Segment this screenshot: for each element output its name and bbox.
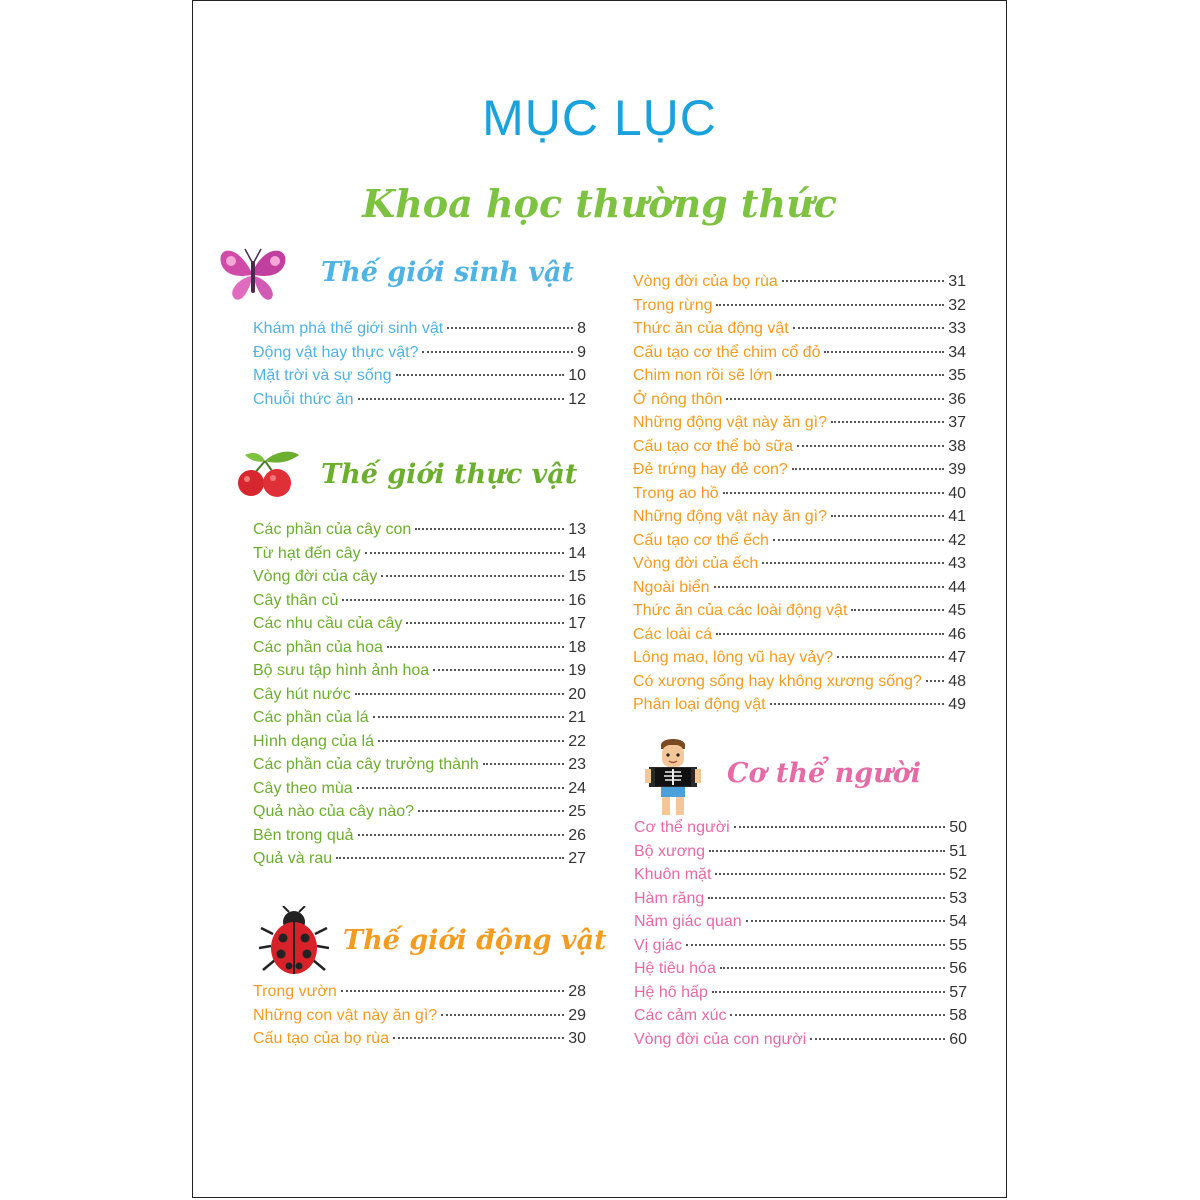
- toc-entry-title: Khuôn mặt: [634, 866, 712, 883]
- toc-entry-title: Động vật hay thực vật?: [253, 343, 419, 361]
- toc-leader-dots: [393, 1037, 564, 1039]
- toc-entry: [633, 273, 966, 297]
- toc-entry: [253, 733, 586, 757]
- toc-list-sinh-vat: [253, 320, 586, 414]
- toc-leader-dots: [483, 763, 564, 765]
- toc-entry-title: Cấu tạo cơ thể chim cổ đỏ: [633, 343, 821, 361]
- toc-entry-page: 48: [948, 672, 966, 690]
- toc-leader-dots: [730, 1014, 945, 1016]
- toc-entry-title: Bộ xương: [634, 842, 706, 860]
- toc-entry-page: 20: [568, 685, 586, 703]
- toc-entry: [633, 579, 966, 603]
- toc-leader-dots: [447, 327, 573, 329]
- toc-leader-dots: [746, 920, 946, 922]
- xray-boy-icon: [645, 735, 701, 817]
- toc-entry: [633, 532, 966, 556]
- toc-entry-page: 9: [577, 343, 586, 361]
- toc-entry-page: 28: [568, 983, 586, 1000]
- toc-entry-title: Cây hút nước: [253, 685, 351, 703]
- toc-entry: [633, 414, 966, 438]
- toc-entry-page: 45: [948, 602, 966, 619]
- toc-entry-title: Khám phá thế giới sinh vật: [253, 320, 444, 337]
- toc-entry-page: 8: [577, 320, 586, 337]
- toc-leader-dots: [381, 575, 564, 577]
- toc-entry-page: 58: [949, 1007, 967, 1024]
- toc-entry: [633, 367, 966, 391]
- toc-entry-page: 37: [948, 414, 966, 431]
- toc-leader-dots: [396, 374, 565, 376]
- toc-leader-dots: [341, 990, 564, 992]
- toc-entry: [253, 391, 586, 415]
- toc-leader-dots: [415, 528, 564, 530]
- toc-leader-dots: [418, 810, 564, 812]
- toc-entry: [634, 843, 967, 867]
- toc-entry-title: Hệ hô hấp: [634, 983, 708, 1001]
- toc-entry: [634, 984, 967, 1008]
- toc-leader-dots: [723, 492, 945, 494]
- toc-entry-title: Quả và rau: [253, 850, 333, 867]
- toc-leader-dots: [355, 693, 565, 695]
- toc-entry-title: Các phần của hoa: [253, 638, 383, 656]
- toc-entry-title: Hệ tiêu hóa: [634, 960, 716, 977]
- section-heading-dong-vat: Thế giới động vật: [343, 925, 607, 956]
- toc-leader-dots: [358, 834, 565, 836]
- page-subtitle: Khoa học thường thức: [362, 181, 837, 226]
- toc-entry-title: Bộ sưu tập hình ảnh hoa: [253, 662, 430, 679]
- toc-entry-title: Những con vật này ăn gì?: [253, 1006, 438, 1024]
- toc-entry-title: Cấu tạo của bọ rùa: [253, 1030, 390, 1047]
- toc-leader-dots: [686, 944, 945, 946]
- toc-entry: [253, 344, 586, 368]
- toc-list-thuc-vat: [253, 521, 586, 874]
- toc-leader-dots: [824, 351, 944, 353]
- toc-leader-dots: [792, 468, 944, 470]
- toc-entry-page: 32: [948, 296, 966, 314]
- toc-entry-page: 52: [949, 866, 967, 883]
- toc-entry-title: Vòng đời của ếch: [633, 555, 759, 572]
- toc-entry-title: Mặt trời và sự sống: [253, 367, 392, 384]
- berries-icon: [235, 449, 303, 499]
- toc-entry-title: Các loài cá: [633, 625, 713, 643]
- toc-entry-page: 42: [948, 531, 966, 549]
- toc-entry-title: Có xương sống hay không xương sống?: [633, 672, 922, 690]
- toc-entry-title: Các nhu cầu của cây: [253, 615, 403, 632]
- toc-list-dong-vat-cont: [633, 273, 966, 720]
- toc-entry-title: Các cảm xúc: [634, 1007, 727, 1024]
- toc-entry-title: Những động vật này ăn gì?: [633, 414, 827, 431]
- toc-list-dong-vat: [253, 983, 586, 1054]
- toc-leader-dots: [441, 1014, 564, 1016]
- toc-entry-page: 21: [568, 709, 586, 726]
- toc-entry-title: Các phần của cây con: [253, 521, 412, 538]
- toc-leader-dots: [358, 398, 565, 400]
- toc-leader-dots: [831, 421, 944, 423]
- toc-entry-title: Trong rừng: [633, 296, 713, 314]
- toc-leader-dots: [770, 703, 945, 705]
- toc-entry-title: Thức ăn của các loài động vật: [633, 602, 848, 619]
- toc-entry: [633, 297, 966, 321]
- toc-entry-page: 49: [948, 696, 966, 713]
- toc-entry: [633, 320, 966, 344]
- toc-entry-page: 17: [568, 615, 586, 632]
- butterfly-icon: [217, 243, 289, 305]
- toc-entry: [634, 819, 967, 843]
- toc-entry-page: 15: [568, 568, 586, 585]
- toc-entry-page: 19: [568, 662, 586, 679]
- toc-entry-title: Đẻ trứng hay đẻ con?: [633, 461, 788, 478]
- toc-entry: [633, 555, 966, 579]
- toc-entry-page: 50: [949, 819, 967, 836]
- toc-entry-title: Vòng đời của bọ rùa: [633, 273, 778, 290]
- toc-entry-title: Các phần của cây trưởng thành: [253, 756, 479, 773]
- toc-entry: [253, 983, 586, 1007]
- toc-leader-dots: [926, 680, 944, 682]
- toc-entry-page: 35: [948, 367, 966, 384]
- toc-entry-page: 44: [948, 578, 966, 596]
- toc-leader-dots: [831, 515, 944, 517]
- ladybug-icon: [259, 906, 329, 978]
- toc-entry: [634, 1031, 967, 1055]
- toc-entry-title: Trong vườn: [253, 983, 337, 1000]
- toc-entry-title: Vòng đời của con người: [634, 1030, 807, 1048]
- toc-entry-title: Trong ao hồ: [633, 484, 719, 502]
- toc-entry: [633, 438, 966, 462]
- toc-entry-title: Bên trong quả: [253, 826, 354, 844]
- toc-entry: [634, 937, 967, 961]
- toc-leader-dots: [387, 646, 564, 648]
- toc-entry-page: 40: [948, 484, 966, 502]
- toc-entry-page: 39: [948, 461, 966, 478]
- toc-entry: [253, 662, 586, 686]
- toc-entry-title: Các phần của lá: [253, 709, 369, 726]
- toc-page: [192, 0, 1007, 1198]
- toc-entry-title: Thức ăn của động vật: [633, 320, 789, 337]
- toc-entry-page: 16: [568, 591, 586, 609]
- toc-entry-page: 30: [568, 1030, 586, 1047]
- toc-entry: [633, 673, 966, 697]
- toc-entry-page: 60: [949, 1030, 967, 1048]
- toc-entry: [634, 913, 967, 937]
- toc-entry: [253, 367, 586, 391]
- toc-entry-page: 12: [568, 390, 586, 408]
- toc-entry: [633, 696, 966, 720]
- toc-entry-title: Cấu tạo cơ thể bò sữa: [633, 437, 793, 455]
- toc-entry-title: Cây thân củ: [253, 591, 339, 609]
- toc-entry: [633, 649, 966, 673]
- toc-entry: [633, 391, 966, 415]
- toc-leader-dots: [378, 740, 564, 742]
- toc-leader-dots: [709, 850, 945, 852]
- toc-entry-title: Lông mao, lông vũ hay vảy?: [633, 649, 834, 666]
- toc-leader-dots: [714, 586, 945, 588]
- toc-entry: [253, 756, 586, 780]
- toc-entry-title: Ngoài biển: [633, 578, 710, 596]
- toc-entry-title: Hàm răng: [634, 889, 705, 907]
- toc-leader-dots: [716, 304, 944, 306]
- toc-entry-title: Cơ thể người: [634, 819, 730, 836]
- toc-entry-title: Từ hạt đến cây: [253, 544, 361, 562]
- toc-entry-page: 33: [948, 320, 966, 337]
- toc-entry-page: 13: [568, 521, 586, 538]
- toc-entry: [253, 1007, 586, 1031]
- toc-entry-page: 23: [568, 756, 586, 773]
- toc-entry-title: Cấu tạo cơ thể ếch: [633, 531, 769, 549]
- toc-leader-dots: [342, 599, 564, 601]
- toc-entry: [633, 626, 966, 650]
- toc-entry: [253, 686, 586, 710]
- toc-entry-page: 24: [568, 779, 586, 797]
- toc-entry-page: 53: [949, 889, 967, 907]
- toc-leader-dots: [406, 622, 564, 624]
- toc-leader-dots: [715, 873, 945, 875]
- toc-entry-page: 14: [568, 544, 586, 562]
- toc-entry-page: 36: [948, 390, 966, 408]
- toc-leader-dots: [793, 327, 945, 329]
- toc-leader-dots: [762, 562, 944, 564]
- toc-entry-title: Vòng đời của cây: [253, 568, 378, 585]
- toc-entry: [253, 545, 586, 569]
- section-heading-co-the: Cơ thể người: [727, 758, 921, 789]
- toc-entry-page: 26: [568, 826, 586, 844]
- toc-entry-title: Chuỗi thức ăn: [253, 390, 354, 408]
- toc-entry-page: 51: [949, 842, 967, 860]
- toc-leader-dots: [357, 787, 565, 789]
- toc-entry: [253, 850, 586, 874]
- toc-entry-title: Hình dạng của lá: [253, 732, 374, 750]
- section-heading-thuc-vat: Thế giới thực vật: [321, 459, 578, 490]
- toc-entry: [253, 827, 586, 851]
- toc-entry-page: 38: [948, 437, 966, 455]
- toc-leader-dots: [726, 398, 944, 400]
- toc-entry: [253, 615, 586, 639]
- toc-leader-dots: [373, 716, 565, 718]
- toc-entry: [253, 568, 586, 592]
- section-heading-sinh-vat: Thế giới sinh vật: [321, 257, 574, 288]
- toc-leader-dots: [773, 539, 944, 541]
- toc-entry-page: 27: [568, 850, 586, 867]
- toc-entry: [633, 602, 966, 626]
- toc-leader-dots: [336, 857, 564, 859]
- toc-entry-page: 18: [568, 638, 586, 656]
- toc-leader-dots: [365, 552, 565, 554]
- toc-entry-title: Phân loại động vật: [633, 696, 766, 713]
- toc-entry: [253, 592, 586, 616]
- toc-entry-title: Năm giác quan: [634, 913, 742, 930]
- toc-entry: [633, 461, 966, 485]
- toc-entry: [253, 803, 586, 827]
- toc-leader-dots: [810, 1038, 945, 1040]
- toc-entry: [253, 320, 586, 344]
- toc-entry: [634, 960, 967, 984]
- toc-entry-page: 41: [948, 508, 966, 525]
- toc-entry: [634, 890, 967, 914]
- page-title: MỤC LỤC: [482, 90, 717, 146]
- toc-entry: [633, 344, 966, 368]
- toc-entry-title: Ở nông thôn: [633, 390, 723, 408]
- toc-list-co-the: [634, 819, 967, 1054]
- toc-entry-title: Quả nào của cây nào?: [253, 803, 415, 820]
- toc-entry: [633, 508, 966, 532]
- toc-entry: [634, 866, 967, 890]
- toc-leader-dots: [837, 656, 944, 658]
- toc-leader-dots: [776, 374, 944, 376]
- toc-entry-page: 57: [949, 983, 967, 1001]
- toc-entry: [253, 521, 586, 545]
- toc-leader-dots: [734, 826, 945, 828]
- toc-entry-title: Những động vật này ăn gì?: [633, 508, 827, 525]
- toc-entry-title: Chim non rồi sẽ lớn: [633, 367, 773, 384]
- toc-leader-dots: [851, 609, 944, 611]
- toc-leader-dots: [720, 967, 945, 969]
- toc-entry-page: 46: [948, 625, 966, 643]
- toc-entry-page: 34: [948, 343, 966, 361]
- toc-entry: [253, 1030, 586, 1054]
- toc-entry-title: Vị giác: [634, 936, 683, 954]
- toc-entry: [253, 709, 586, 733]
- toc-leader-dots: [712, 991, 945, 993]
- toc-entry-page: 31: [948, 273, 966, 290]
- toc-leader-dots: [782, 280, 944, 282]
- toc-leader-dots: [422, 351, 573, 353]
- toc-entry-page: 29: [568, 1006, 586, 1024]
- toc-entry-page: 43: [948, 555, 966, 572]
- toc-entry-page: 56: [949, 960, 967, 977]
- toc-entry-page: 22: [568, 732, 586, 750]
- toc-leader-dots: [797, 445, 944, 447]
- toc-leader-dots: [433, 669, 564, 671]
- toc-entry-page: 10: [568, 367, 586, 384]
- toc-entry: [253, 639, 586, 663]
- toc-entry-page: 47: [948, 649, 966, 666]
- toc-entry-page: 54: [949, 913, 967, 930]
- toc-entry: [634, 1007, 967, 1031]
- toc-leader-dots: [708, 897, 945, 899]
- toc-leader-dots: [716, 633, 944, 635]
- toc-entry-title: Cây theo mùa: [253, 779, 353, 797]
- toc-entry: [253, 780, 586, 804]
- toc-entry-page: 25: [568, 803, 586, 820]
- toc-entry: [633, 485, 966, 509]
- toc-entry-page: 55: [949, 936, 967, 954]
